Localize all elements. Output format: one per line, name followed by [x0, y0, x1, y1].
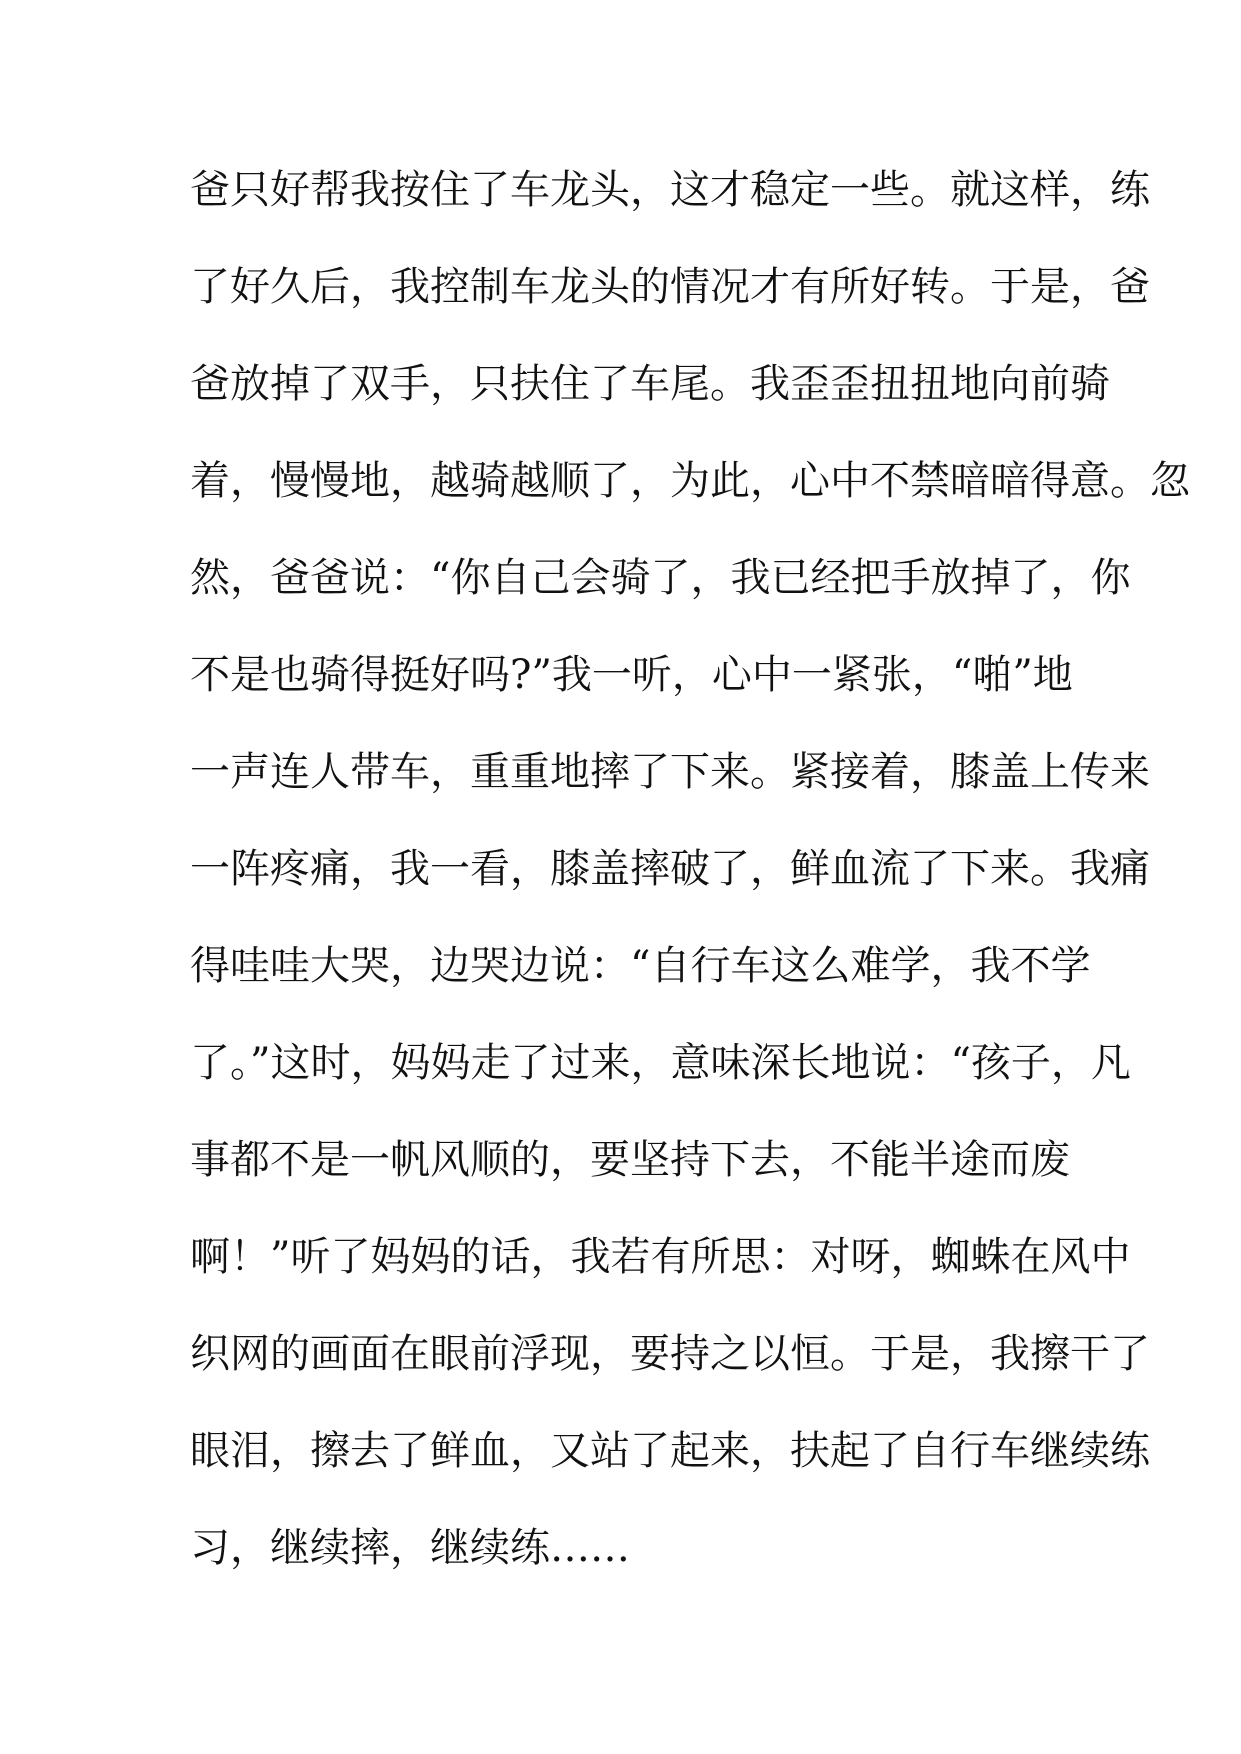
- text-line: 眼泪，擦去了鲜血，又站了起来，扶起了自行车继续练: [190, 1428, 1150, 1474]
- text-line: 着，慢慢地，越骑越顺了，为此，心中不禁暗暗得意。忽: [190, 458, 1190, 504]
- text-line: 事都不是一帆风顺的，要坚持下去，不能半途而废: [190, 1137, 1070, 1183]
- text-line: 啊！”听了妈妈的话，我若有所思：对呀，蜘蛛在风中: [190, 1234, 1131, 1280]
- text-line: 爸放掉了双手，只扶住了车尾。我歪歪扭扭地向前骑: [190, 361, 1110, 407]
- text-line: 习，继续摔，继续练……: [190, 1525, 630, 1571]
- text-line: 一声连人带车，重重地摔了下来。紧接着，膝盖上传来: [190, 749, 1150, 795]
- text-line: 了好久后，我控制车龙头的情况才有所好转。于是，爸: [190, 264, 1150, 310]
- body-paragraph: [190, 158, 1190, 1613]
- text-line: 了。”这时，妈妈走了过来，意味深长地说：“孩子，凡: [190, 1040, 1131, 1086]
- text-line: 织网的画面在眼前浮现，要持之以恒。于是，我擦干了: [190, 1331, 1150, 1377]
- text-line: 爸只好帮我按住了车龙头，这才稳定一些。就这样，练: [190, 167, 1150, 213]
- text-line: 得哇哇大哭，边哭边说：“自行车这么难学，我不学: [190, 943, 1091, 989]
- text-line: 一阵疼痛，我一看，膝盖摔破了，鲜血流了下来。我痛: [190, 846, 1150, 892]
- text-line: 然，爸爸说：“你自己会骑了，我已经把手放掉了，你: [190, 555, 1131, 601]
- text-line: 不是也骑得挺好吗?”我一听，心中一紧张，“啪”地: [190, 652, 1073, 698]
